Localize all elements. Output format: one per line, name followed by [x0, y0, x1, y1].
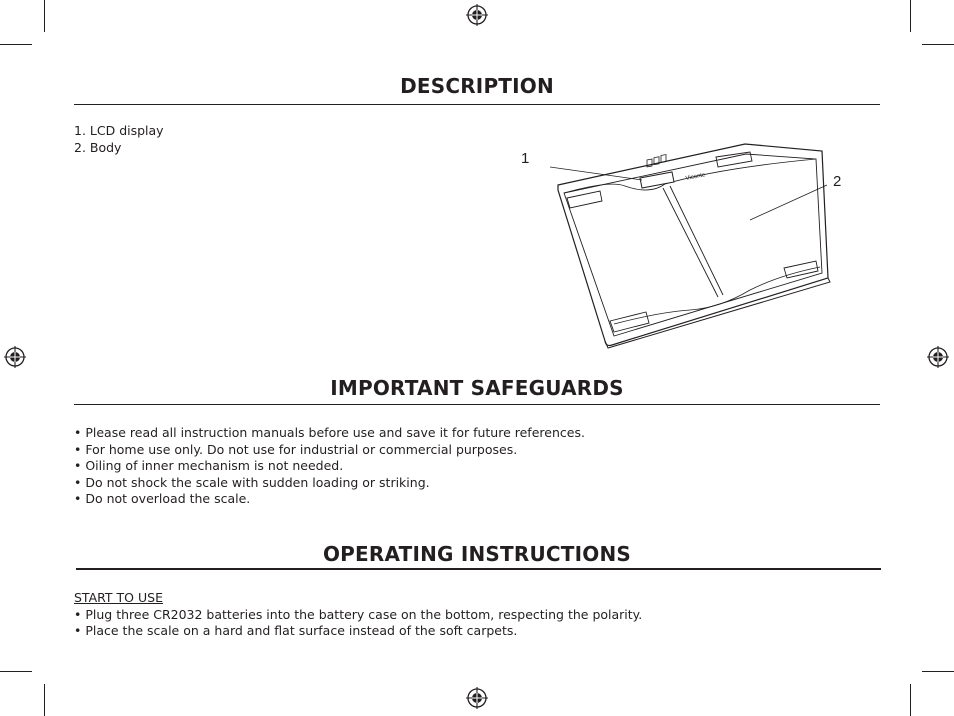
- safeguard-item: • Oiling of inner mechanism is not needed.: [74, 458, 344, 473]
- operating-heading: OPERATING INSTRUCTIONS: [322, 542, 632, 566]
- bathroom-scale-illustration: [550, 140, 840, 352]
- operating-rule: [76, 568, 881, 570]
- safeguard-item: • Please read all instruction manuals before use and save it for future references.: [74, 425, 585, 440]
- description-heading: DESCRIPTION: [400, 74, 554, 98]
- crop-mark-top-right-vertical: [910, 0, 911, 32]
- crop-mark-bottom-right-horizontal: [922, 671, 954, 672]
- parts-list: [74, 123, 164, 156]
- operating-item: • Place the scale on a hard and flat surface instead of the soft carpets.: [74, 623, 518, 638]
- crop-mark-bottom-right-vertical: [910, 684, 911, 716]
- registration-mark-icon: [466, 4, 488, 26]
- registration-mark-icon: [466, 687, 488, 709]
- registration-mark-icon: [927, 346, 949, 368]
- description-rule: [74, 104, 880, 105]
- safeguard-item: • Do not overload the scale.: [74, 491, 251, 506]
- part-item-body: 2. Body: [74, 139, 122, 155]
- operating-item: • Plug three CR2032 batteries into the battery case on the bottom, respecting the polarity.: [74, 606, 643, 622]
- registration-mark-icon: [4, 346, 26, 368]
- callout-2-label: 2: [833, 173, 842, 190]
- crop-mark-top-left-horizontal: [0, 44, 32, 45]
- safeguards-list: [74, 425, 585, 508]
- safeguard-item: • Do not shock the scale with sudden loading or striking.: [74, 474, 430, 490]
- crop-mark-top-right-horizontal: [922, 44, 954, 45]
- brand-logo: Viconte: [685, 172, 706, 182]
- operating-list: [74, 590, 642, 640]
- crop-mark-bottom-left-vertical: [44, 684, 45, 716]
- crop-mark-top-left-vertical: [44, 0, 45, 32]
- start-to-use-subheading: START TO USE: [74, 590, 163, 605]
- safeguards-rule: [74, 404, 880, 405]
- part-item-lcd-display: 1. LCD display: [74, 123, 164, 138]
- safeguards-heading: IMPORTANT SAFEGUARDS: [330, 376, 624, 400]
- crop-mark-bottom-left-horizontal: [0, 671, 32, 672]
- safeguard-item: • For home use only. Do not use for industrial or commercial purposes.: [74, 441, 518, 457]
- callout-1-label: 1: [521, 150, 530, 167]
